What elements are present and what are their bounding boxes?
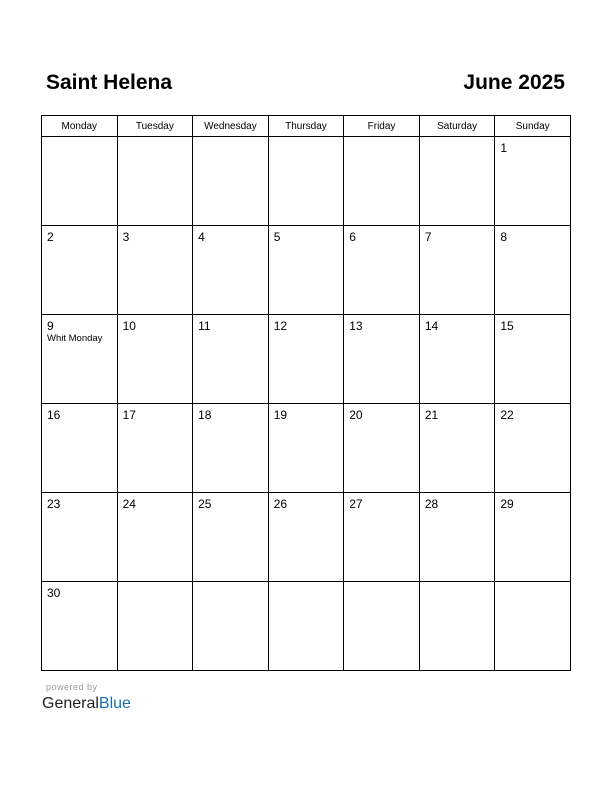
day-number: 15 — [500, 319, 514, 333]
day-cell — [42, 493, 118, 582]
day-cell — [495, 582, 571, 671]
day-number: 4 — [198, 230, 205, 244]
generalblue-logo[interactable] — [42, 694, 131, 714]
day-cell — [419, 226, 495, 315]
day-cell — [495, 493, 571, 582]
day-cell — [117, 404, 193, 493]
day-cell — [42, 137, 118, 226]
day-number: 22 — [500, 408, 514, 422]
weekday-header: Saturday — [419, 116, 495, 137]
day-cell — [268, 315, 344, 404]
day-cell — [42, 226, 118, 315]
day-cell — [193, 137, 269, 226]
powered-by-text: powered by — [46, 682, 98, 692]
week-row — [42, 404, 571, 493]
day-cell — [344, 493, 420, 582]
day-number: 2 — [47, 230, 54, 244]
day-cell — [419, 493, 495, 582]
day-number: 6 — [349, 230, 356, 244]
day-number: 8 — [500, 230, 508, 244]
day-cell — [42, 315, 118, 404]
day-number: 12 — [273, 319, 288, 333]
day-cell — [117, 493, 193, 582]
day-cell — [193, 582, 269, 671]
day-number: 18 — [198, 408, 212, 422]
day-cell — [117, 137, 193, 226]
day-cell — [42, 404, 118, 493]
day-cell — [344, 582, 420, 671]
day-cell — [117, 226, 193, 315]
month-year-title: June 2025 — [463, 71, 565, 94]
day-number: 1 — [500, 141, 508, 155]
week-row — [42, 137, 571, 226]
day-number: 21 — [424, 408, 439, 422]
day-cell — [193, 404, 269, 493]
week-row — [42, 582, 571, 671]
calendar-grid — [41, 115, 571, 671]
day-cell — [117, 582, 193, 671]
day-number: 25 — [198, 497, 212, 511]
day-number: 9 — [47, 319, 54, 333]
day-number: 7 — [424, 230, 432, 244]
day-cell — [268, 404, 344, 493]
weekday-header-row — [42, 116, 571, 137]
day-cell — [419, 582, 495, 671]
day-cell — [419, 315, 495, 404]
weekday-header: Friday — [344, 116, 420, 137]
day-number: 30 — [47, 586, 61, 600]
logo-blue-text: Blue — [98, 695, 131, 712]
day-number: 20 — [349, 408, 363, 422]
day-number: 29 — [500, 497, 514, 511]
day-number: 5 — [273, 230, 281, 244]
holiday-label: Whit Monday — [47, 333, 103, 344]
day-cell — [495, 315, 571, 404]
day-cell — [268, 582, 344, 671]
day-cell — [344, 315, 420, 404]
day-cell — [495, 137, 571, 226]
day-cell — [268, 493, 344, 582]
weekday-header: Thursday — [268, 116, 344, 137]
day-cell — [268, 226, 344, 315]
weekday-header: Wednesday — [193, 116, 269, 137]
day-cell — [42, 582, 118, 671]
day-number: 16 — [47, 408, 61, 422]
day-cell — [344, 137, 420, 226]
week-row — [42, 315, 571, 404]
week-row — [42, 226, 571, 315]
day-cell — [193, 493, 269, 582]
day-number: 10 — [122, 319, 136, 333]
day-cell — [419, 404, 495, 493]
day-number: 28 — [424, 497, 439, 511]
weekday-header: Tuesday — [117, 116, 193, 137]
day-number: 14 — [424, 319, 439, 333]
day-cell — [193, 315, 269, 404]
day-number: 23 — [47, 497, 61, 511]
day-number: 11 — [198, 319, 211, 333]
day-number: 27 — [349, 497, 363, 511]
day-number: 17 — [122, 408, 136, 422]
country-title: Saint Helena — [46, 71, 173, 94]
day-number: 19 — [273, 408, 288, 422]
day-cell — [495, 226, 571, 315]
day-number: 13 — [349, 319, 363, 333]
day-cell — [344, 226, 420, 315]
day-cell — [268, 137, 344, 226]
weekday-header: Monday — [42, 116, 118, 137]
day-cell — [495, 404, 571, 493]
day-cell — [193, 226, 269, 315]
day-cell — [344, 404, 420, 493]
weekday-header: Sunday — [495, 116, 571, 137]
logo-general-text: General — [42, 695, 99, 712]
day-number: 26 — [273, 497, 288, 511]
day-cell — [419, 137, 495, 226]
day-number: 3 — [122, 230, 130, 244]
day-cell — [117, 315, 193, 404]
day-number: 24 — [122, 497, 136, 511]
week-row — [42, 493, 571, 582]
